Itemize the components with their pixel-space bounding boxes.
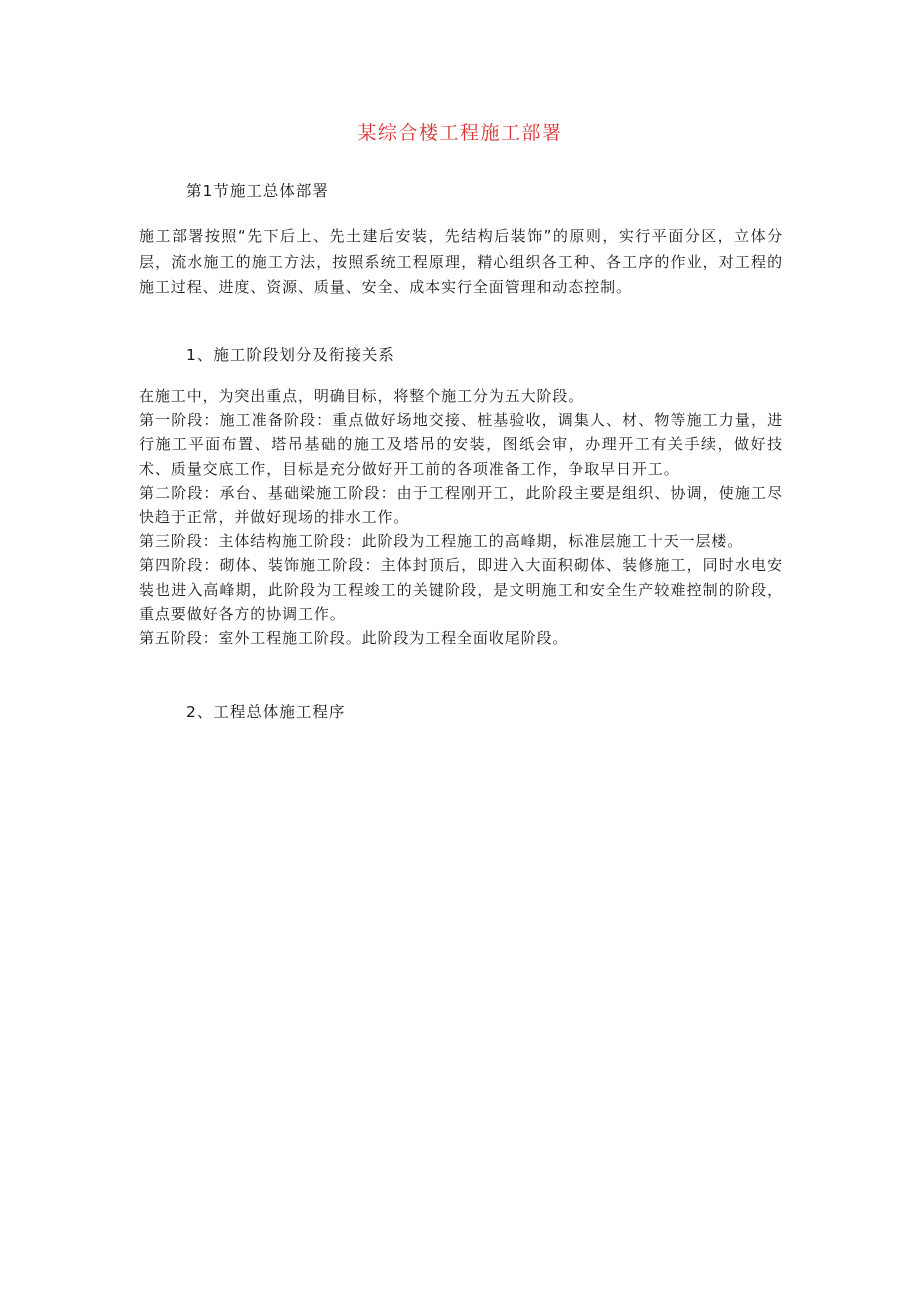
- section-heading: 第1节施工总体部署: [186, 182, 329, 200]
- intro-paragraph: [139, 224, 783, 301]
- phase-5: 第五阶段：室外工程施工阶段。此阶段为工程全面收尾阶段。: [139, 629, 569, 648]
- phases-block: [139, 384, 783, 650]
- subsection-heading-1: 1、施工阶段划分及衔接关系: [186, 346, 395, 364]
- subsection-heading-2: 2、工程总体施工程序: [186, 703, 346, 721]
- phase-1: 第一阶段：施工准备阶段：重点做好场地交接、桩基验收，调集人、材、物等施工力量，进行施工平面布置、塔吊基础的施工及塔吊的安装，图纸会审，办理开工有关手续，做好技术、质量交底工作，目标是充分做好开工前的各项准备工作，争取早日开工。: [139, 411, 783, 478]
- phase-4: 第四阶段：砌体、装饰施工阶段：主体封顶后，即进入大面积砌体、装修施工，同时水电安装也进入高峰期，此阶段为工程竣工的关键阶段，是文明施工和安全生产较难控制的阶段，重点要做好各方的协调工作。: [139, 556, 783, 623]
- phase-2: 第二阶段：承台、基础梁施工阶段：由于工程刚开工，此阶段主要是组织、协调，使施工尽快趋于正常，并做好现场的排水工作。: [139, 483, 783, 527]
- document-title: 某综合楼工程施工部署: [357, 122, 563, 144]
- phase-3: 第三阶段：主体结构施工阶段：此阶段为工程施工的高峰期，标准层施工十天一层楼。: [139, 532, 744, 551]
- intro-text: 施工部署按照“先下后上、先土建后安装，先结构后装饰”的原则，实行平面分区，立体分层，流水施工的施工方法，按照系统工程原理，精心组织各工种、各工序的作业，对工程的施工过程、进度、资源、质量、安全、成本实行全面管理和动态控制。: [139, 227, 783, 296]
- phases-lead: 在施工中，为突出重点，明确目标，将整个施工分为五大阶段。: [139, 387, 585, 405]
